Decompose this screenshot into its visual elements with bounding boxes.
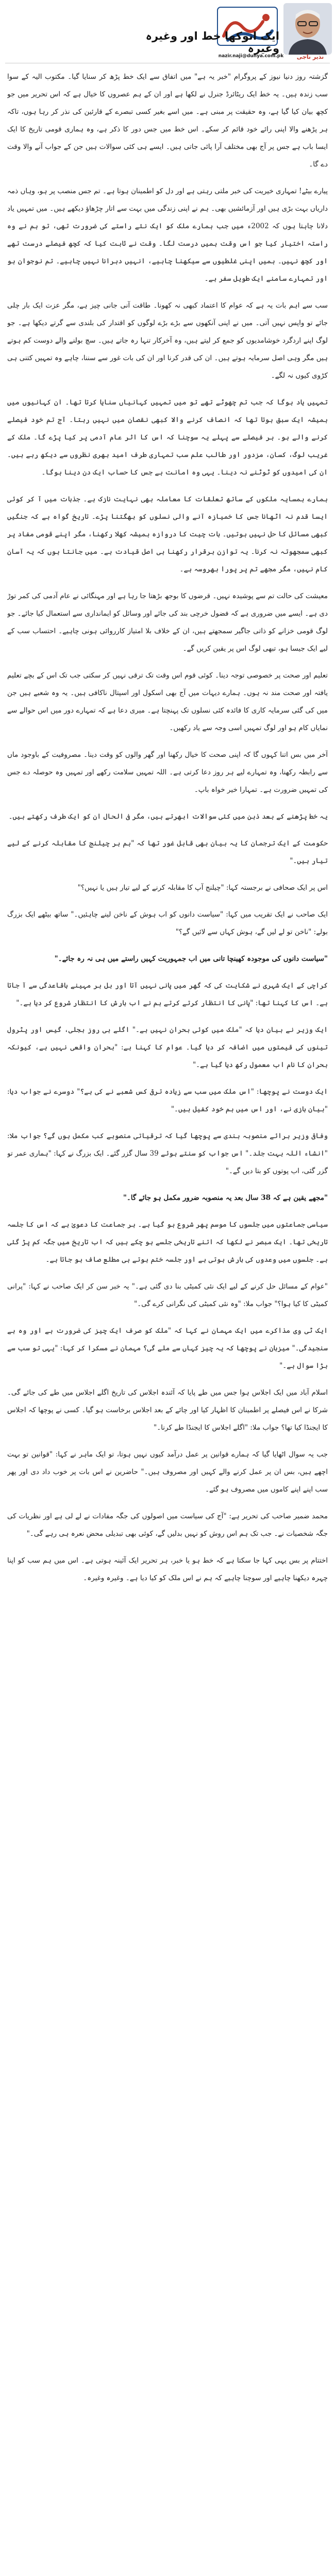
article-quote: "سیاست دانوں کی موجودہ کھینچا تانی میں اب جمہوریت کہیں راستے میں ہی نہ رہ جائے۔" [54,955,328,963]
author-photo [283,3,332,55]
article-paragraph: جب یہ سوال اٹھایا گیا کہ ہمارے قوانین پر عمل درآمد کیوں نہیں ہوتا، تو ایک ماہر نے کہا: "قوانین تو بہت اچھے ہیں، بس ان پر عمل کرنے والے کہیں اور مصروف ہیں۔" حاضرین نے اس بات پر خوب داد دی اور پھر سب اپنے اپنے کاموں میں مصروف ہو گئے۔ [7,1450,328,1494]
article-title: ایک انوکھا خط اور وغیرہ وغیرہ [145,30,279,55]
article-paragraph: اسلام آباد میں ایک اجلاس ہوا جس میں طے پایا کہ آئندہ اجلاس کی تاریخ اگلے اجلاس میں طے کی جائے گی۔ شرکا نے اس فیصلے پر اطمینان کا اظہار کیا اور چائے کے بعد اجلاس برخاست ہو گیا۔ کسی نے پوچھا کہ اجلاس کا ایجنڈا کیا تھا؟ جواب ملا: "اگلے اجلاس کا ایجنڈا طے کرنا۔" [7,1388,328,1432]
article-paragraph: اختتام پر بس یہی کہا جا سکتا ہے کہ خط ہو یا خبر، ہر تحریر ایک آئینہ ہوتی ہے۔ اس میں ہم سب کو اپنا چہرہ دیکھنا چاہیے اور سوچنا چاہیے کہ ہم نے اس ملک کو کیا دیا ہے۔ وغیرہ وغیرہ۔ [7,1556,328,1582]
article-paragraph: اس پر ایک صحافی نے برجستہ کہا: "چیلنج آپ کا مقابلہ کرنے کے لیے تیار ہیں یا نہیں؟" [77,884,328,892]
article-paragraph: ایک دوست نے پوچھا: "اس ملک میں سب سے زیادہ ترقی کس شعبے نے کی ہے؟" دوسرے نے جواب دیا: "بیان بازی نے، اور اس میں ہم خود کفیل ہیں۔" [7,1088,328,1113]
article-paragraph: سیاسی جماعتوں میں جلسوں کا موسم پھر شروع ہو گیا ہے۔ ہر جماعت کا دعویٰ ہے کہ اس کا جلسہ تاریخی تھا۔ ایک مبصر نے لکھا کہ اتنے تاریخی جلسے ہو چکے ہیں کہ اب تاریخ میں جگہ کم پڑ گئی ہے۔ جلسوں میں وعدوں کی بارش ہوتی ہے اور جلسہ ختم ہوتے ہی مطلع صاف ہو جاتا ہے۔ [7,1221,328,1264]
article-quote: "مجھے یقین ہے کہ 38 سال بعد یہ منصوبہ ضرور مکمل ہو جائے گا۔" [123,1194,328,1202]
article-paragraph: ایک ٹی وی مذاکرے میں ایک مہمان نے کہا کہ "ملک کو صرف ایک چیز کی ضرورت ہے اور وہ ہے سنجیدگی۔" میزبان نے پوچھا کہ یہ چیز کہاں سے ملے گی؟ مہمان نے مسکرا کر کہا: "یہی تو سب سے بڑا سوال ہے۔" [7,1327,328,1370]
article-paragraph: یہ خط پڑھنے کے بعد ذہن میں کئی سوالات ابھرتے ہیں، مگر فی الحال ان کو ایک طرف رکھتے ہیں۔ [8,812,328,821]
author-portrait-icon [283,3,332,55]
article-paragraph: معیشت کی حالت تم سے پوشیدہ نہیں۔ قرضوں کا بوجھ بڑھتا جا رہا ہے اور مہنگائی نے عام آدمی کی کمر توڑ دی ہے۔ ایسے میں ضروری ہے کہ فضول خرچی بند کی جائے اور وسائل کو ایمانداری سے استعمال کیا جائے۔ جو لوگ قومی خزانے کو ذاتی جاگیر سمجھتے ہیں، ان کے خلاف بلا امتیاز کارروائی ہونی چاہیے۔ احتساب سب کے لیے ایک جیسا ہو، تبھی لوگ اس پر یقین کریں گے۔ [7,592,328,653]
column-header [0,0,335,62]
article-paragraph: محمد ضمیر صاحب کی تحریر ہے: "آج کی سیاست میں اصولوں کی جگہ مفادات نے لے لی ہے اور نظریات کی جگہ شخصیات نے۔ جب تک ہم اس روش کو نہیں بدلیں گے، کوئی بھی تبدیلی محض نعرہ ہی رہے گی۔" [7,1512,328,1538]
article-paragraph: پیارے بیٹے! تمہاری خیریت کی خبر ملتی رہتی ہے اور دل کو اطمینان ہوتا ہے۔ تم جس منصب پر ہو، وہاں ذمہ داریاں بہت بڑی ہیں اور آزمائشیں بھی۔ ہم نے اپنی زندگی میں بہت سے اتار چڑھاؤ دیکھے ہیں۔ میں تمہیں یاد دلانا چاہتا ہوں کہ 2002ء میں جب ہمارے ملک کو ایک نئے راستے کی ضرورت تھی، تو ہم نے وہ راستہ اختیار کیا جو اس وقت ہمیں درست لگا۔ وقت نے ثابت کیا کہ کچھ فیصلے درست تھے اور کچھ نہیں۔ ہمیں اپنی غلطیوں سے سیکھنا چاہیے، انہیں دہرانا نہیں چاہیے۔ تم نوجوان ہو اور تمہارے سامنے ایک طویل سفر ہے۔ [7,187,328,283]
article-paragraph: آخر میں بس اتنا کہوں گا کہ اپنی صحت کا خیال رکھنا اور گھر والوں کو وقت دینا۔ مصروفیت کے باوجود ماں سے رابطہ رکھنا، وہ تمہارے لیے ہر روز دعا کرتی ہے۔ اللہ تمہیں سلامت رکھے اور تمہیں وہ حوصلہ دے جس کی تمہیں ضرورت ہے۔ تمہارا خیر خواہ باپ۔ [7,751,328,794]
article-paragraph: ایک وزیر نے بیان دیا کہ "ملک میں کوئی بحران نہیں ہے۔" اگلے ہی روز بجلی، گیس اور پٹرول تینوں کی قیمتوں میں اضافہ کر دیا گیا۔ عوام کا کہنا ہے: "بحران واقعی نہیں ہے، کیونکہ بحران کا نام اب معمول رکھ دیا گیا ہے۔" [7,1026,328,1069]
article-paragraph: کراچی کے ایک شہری نے شکایت کی کہ گھر میں پانی نہیں آتا اور بل ہر مہینے باقاعدگی سے آ جاتا ہے۔ اس کا کہنا تھا: "پانی کا انتظار کرتے کرتے ہم نے اب بارش کا انتظار شروع کر دیا ہے۔" [7,981,328,1007]
article-paragraph: وفاقی وزیر برائے منصوبہ بندی سے پوچھا گیا کہ ترقیاتی منصوبے کب مکمل ہوں گے؟ جواب ملا: "انشاء اللہ بہت جلد۔" اس جواب کو سنتے ہوئے 39 سال گزر گئے۔ ایک بزرگ نے کہا: "ہماری عمر تو گزر گئی، اب پوتوں کو بتا دیں گے۔" [7,1132,328,1175]
article-paragraph: سب سے اہم بات یہ ہے کہ عوام کا اعتماد کبھی نہ کھونا۔ طاقت آنی جانی چیز ہے، مگر عزت ایک بار چلی جائے تو واپس نہیں آتی۔ میں نے اپنی آنکھوں سے بڑے بڑے لوگوں کو اقتدار کی بلندی سے گرتے دیکھا ہے۔ جو لوگ اپنے اردگرد خوشامدیوں کو جمع کر لیتے ہیں، وہ آخرکار تنہا رہ جاتے ہیں۔ سچ بولنے والے دوست کم ہوتے ہیں مگر وہی اصل سرمایہ ہوتے ہیں۔ ان کی قدر کرنا اور ان کی بات غور سے سننا، چاہے وہ تمہیں کتنی ہی کڑوی کیوں نہ لگے۔ [7,301,328,380]
article-paragraph: "عوام کے مسائل حل کرنے کے لیے ایک نئی کمیٹی بنا دی گئی ہے۔" یہ خبر سن کر ایک صاحب نے کہا: "پرانی کمیٹی کا کیا ہوا؟" جواب ملا: "وہ نئی کمیٹی کی نگرانی کرے گی۔" [7,1282,328,1308]
article-body [7,68,328,2576]
article-paragraph: تمہیں یاد ہوگا کہ جب تم چھوٹے تھے تو میں تمہیں کہانیاں سنایا کرتا تھا۔ ان کہانیوں میں ہمیشہ ایک سبق ہوتا تھا کہ انصاف کرنے والا کبھی نقصان میں نہیں رہتا۔ آج تم خود فیصلے کرنے والے ہو۔ ہر فیصلے سے پہلے یہ سوچنا کہ اس کا اثر عام آدمی پر کیا پڑے گا۔ ملک کے غریب لوگ، کسان، مزدور اور طالب علم سب تمہاری طرف امید بھری نظروں سے دیکھ رہے ہیں۔ ان کی امیدوں کو ٹوٹنے نہ دینا۔ یہی وہ امانت ہے جس کا حساب ایک دن دینا ہوگا۔ [7,398,328,477]
article-paragraph: حکومت کے ایک ترجمان کا یہ بیان بھی قابل غور تھا کہ "ہم ہر چیلنج کا مقابلہ کرنے کے لیے تیار ہیں۔" [7,839,328,865]
author-name: نذیر ناجی [296,54,324,60]
article-paragraph: ایک صاحب نے ایک تقریب میں کہا: "سیاست دانوں کو اب ہوش کے ناخن لینے چاہئیں۔" ساتھ بیٹھے ایک بزرگ بولے: "ناخن تو لے لیں گے، ہوش کہاں سے لائیں گے؟" [7,910,328,936]
article-paragraph: ہمارے ہمسایہ ملکوں کے ساتھ تعلقات کا معاملہ بھی نہایت نازک ہے۔ جذبات میں آ کر کوئی ایسا قدم نہ اٹھانا جس کا خمیازہ آنے والی نسلوں کو بھگتنا پڑے۔ تاریخ گواہ ہے کہ جنگیں کبھی مسائل کا حل نہیں ہوتیں۔ بات چیت کا دروازہ ہمیشہ کھلا رکھنا، مگر اپنے قومی مفاد پر کبھی سمجھوتہ نہ کرنا۔ یہ توازن برقرار رکھنا ہی اصل قیادت ہے۔ میں جانتا ہوں کہ یہ آسان کام نہیں، مگر مجھے تم پر پورا بھروسہ ہے۔ [7,495,328,573]
article-paragraph: تعلیم اور صحت پر خصوصی توجہ دینا۔ کوئی قوم اس وقت تک ترقی نہیں کر سکتی جب تک اس کے بچے تعلیم یافتہ اور صحت مند نہ ہوں۔ ہمارے دیہات میں آج بھی اسکول اور اسپتال ناکافی ہیں۔ یہ وہ شعبے ہیں جن میں کی گئی سرمایہ کاری کا فائدہ کئی نسلوں تک پہنچتا ہے۔ میری دعا ہے کہ تمہارے دور میں اس حوالے سے نمایاں کام ہو اور لوگ تمہیں اسی وجہ سے یاد رکھیں۔ [7,671,328,732]
article-paragraph: گزشتہ روز دنیا نیوز کے پروگرام "خبر یہ ہے" میں اتفاق سے ایک خط پڑھ کر سنایا گیا۔ مکتوب الیہ کے سوا سب زندہ ہیں۔ یہ خط ایک ریٹائرڈ جنرل نے لکھا ہے اور ان کے ہم عصروں کا خیال ہے کہ اس تحریر میں جو کچھ بیان کیا گیا ہے، وہ حقیقت پر مبنی ہے۔ میں اسے بغیر کسی تبصرے کے قارئین کی نذر کر رہا ہوں، تاکہ ہر پڑھنے والا اپنی رائے خود قائم کر سکے۔ اس خط میں جس دور کا ذکر ہے، وہ ہماری قومی تاریخ کا ایک ایسا باب ہے جس پر آج بھی مختلف آرا پائی جاتی ہیں۔ ایسے ہی کئی سوالات ہیں جن کے جواب آنے والا وقت دے گا۔ [7,73,328,168]
author-email: nazir.naji@dunya.com.pk [218,54,284,59]
